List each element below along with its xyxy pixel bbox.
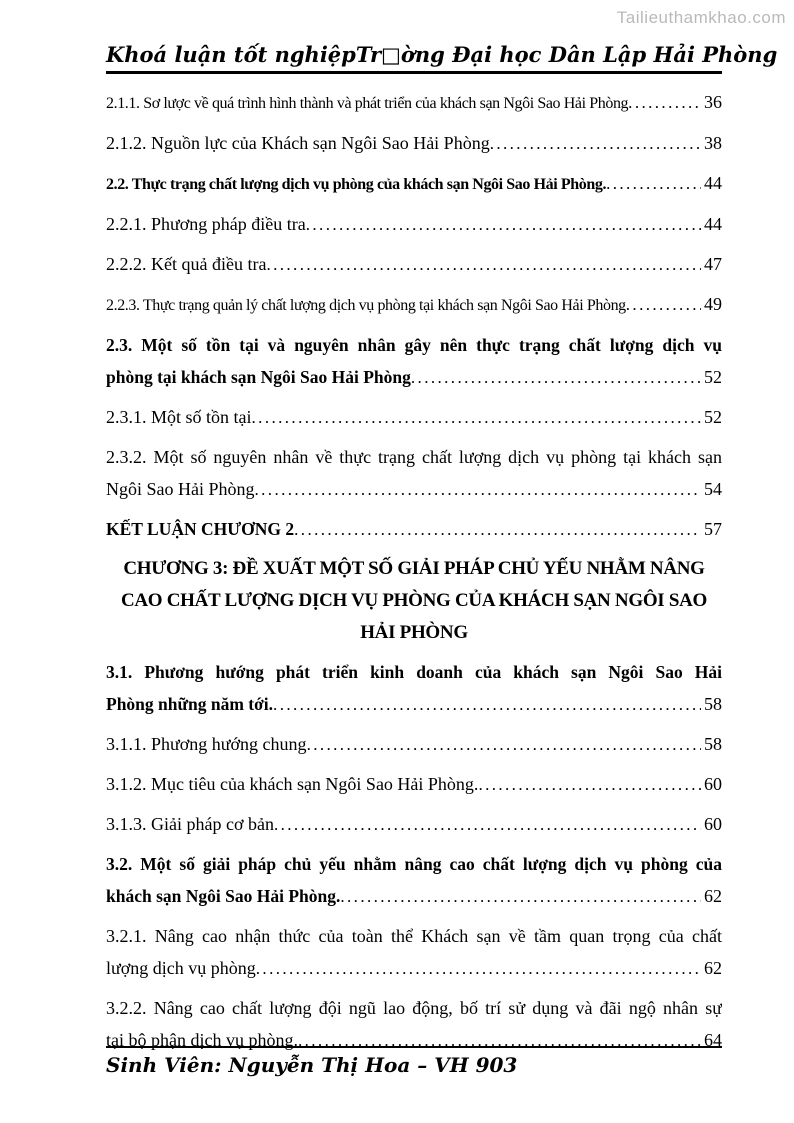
toc-entry-page: 62 bbox=[704, 958, 722, 978]
toc-entry-2-3 bbox=[106, 329, 722, 394]
toc-entry-text: 2.1.2. Nguồn lực của Khách sạn Ngôi Sao Hải Phòng bbox=[106, 133, 490, 153]
toc-entry-page: 44 bbox=[704, 173, 722, 193]
dot-leader bbox=[411, 361, 701, 394]
toc-entry-2-2-3 bbox=[106, 288, 722, 322]
dot-leader bbox=[306, 208, 701, 241]
toc-entry-2-3-1 bbox=[106, 401, 722, 434]
dot-leader bbox=[252, 401, 701, 434]
dot-leader bbox=[274, 808, 701, 841]
toc-entry-text: 2.1.1. Sơ lược về quá trình hình thành và phát triển của khách sạn Ngôi Sao Hải Phòng bbox=[106, 95, 629, 112]
toc-entry-page: 57 bbox=[704, 519, 722, 539]
toc-content bbox=[106, 86, 722, 1064]
header-right-title: Tr□ờng Đại học Dân Lập Hải Phòng bbox=[355, 42, 778, 67]
toc-entry-text: 2.2. Thực trạng chất lượng dịch vụ phòng của khách sạn Ngôi Sao Hải Phòng. bbox=[106, 176, 607, 193]
toc-entry-text: 2.2.2. Kết quả điều tra bbox=[106, 254, 267, 274]
toc-entry-page: 52 bbox=[704, 407, 722, 427]
toc-entry-2-2-1 bbox=[106, 208, 722, 241]
toc-entry-2-3-2 bbox=[106, 441, 722, 506]
toc-entry-text: phòng tại khách sạn Ngôi Sao Hải Phòng bbox=[106, 367, 411, 387]
chapter-heading-line: HẢI PHÒNG bbox=[360, 622, 468, 643]
header-left-title: Khoá luận tốt nghiệp bbox=[106, 42, 356, 67]
toc-entry-text: 3.1.2. Mục tiêu của khách sạn Ngôi Sao Hải Phòng. bbox=[106, 774, 479, 794]
toc-entry-text: khách sạn Ngôi Sao Hải Phòng. bbox=[106, 886, 341, 906]
dot-leader bbox=[606, 167, 701, 200]
toc-entry-page: 62 bbox=[704, 886, 722, 906]
toc-heading-chapter-3 bbox=[106, 553, 722, 649]
dot-leader bbox=[256, 952, 701, 985]
dot-leader bbox=[266, 248, 701, 281]
toc-entry-page: 38 bbox=[704, 133, 722, 153]
page-header bbox=[106, 42, 778, 74]
dot-leader bbox=[273, 688, 701, 721]
toc-entry-text: 2.3. Một số tồn tại và nguyên nhân gây nên thực trạng chất lượng dịch vụ bbox=[106, 335, 722, 355]
toc-entry-page: 54 bbox=[704, 479, 722, 499]
toc-entry-2-1-2 bbox=[106, 127, 722, 160]
toc-entry-ket-luan-chuong-2 bbox=[106, 513, 722, 546]
dot-leader bbox=[255, 473, 702, 506]
watermark: Tailieuthamkhao.com bbox=[616, 8, 786, 27]
toc-entry-text: 2.2.1. Phương pháp điều tra bbox=[106, 214, 306, 234]
toc-entry-text: tại bộ phận dịch vụ phòng. bbox=[106, 1030, 298, 1050]
toc-entry-text: 2.3.1. Một số tồn tại bbox=[106, 407, 252, 427]
toc-entry-page: 52 bbox=[704, 367, 722, 387]
dot-leader bbox=[628, 86, 701, 119]
toc-entry-text: 3.2. Một số giải pháp chủ yếu nhằm nâng cao chất lượng dịch vụ phòng của bbox=[106, 854, 722, 874]
toc-entry-text: Ngôi Sao Hải Phòng bbox=[106, 479, 255, 499]
dot-leader bbox=[478, 768, 701, 801]
toc-entry-3-1-3 bbox=[106, 808, 722, 841]
toc-entry-text: 3.2.1. Nâng cao nhận thức của toàn thể Khách sạn về tầm quan trọng của chất bbox=[106, 926, 722, 946]
toc-entry-page: 58 bbox=[704, 734, 722, 754]
toc-entry-page: 47 bbox=[704, 254, 722, 274]
toc-entry-2-2 bbox=[106, 167, 722, 201]
toc-entry-text: 2.3.2. Một số nguyên nhân về thực trạng chất lượng dịch vụ phòng tại khách sạn bbox=[106, 447, 722, 467]
dot-leader bbox=[294, 513, 701, 546]
toc-entry-page: 49 bbox=[704, 294, 722, 314]
dot-leader bbox=[626, 288, 701, 321]
toc-entry-text: lượng dịch vụ phòng bbox=[106, 958, 256, 978]
toc-entry-2-1-1 bbox=[106, 86, 722, 120]
toc-entry-page: 36 bbox=[704, 92, 722, 112]
toc-entry-text: 3.1.1. Phương hướng chung bbox=[106, 734, 307, 754]
toc-entry-text: KẾT LUẬN CHƯƠNG 2 bbox=[106, 519, 295, 539]
dot-leader bbox=[490, 127, 701, 160]
footer-author: Sinh Viên: Nguyễn Thị Hoa – VH 903 bbox=[106, 1053, 518, 1077]
toc-entry-3-2-1 bbox=[106, 920, 722, 985]
toc-entry-text: 2.2.3. Thực trạng quản lý chất lượng dịch vụ phòng tại khách sạn Ngôi Sao Hải Phòng bbox=[106, 297, 626, 314]
toc-entry-page: 60 bbox=[704, 774, 722, 794]
chapter-heading-line: CHƯƠNG 3: ĐỀ XUẤT MỘT SỐ GIẢI PHÁP CHỦ YẾU NHẰM NÂNG bbox=[123, 558, 705, 579]
toc-entry-3-2 bbox=[106, 848, 722, 913]
toc-entry-3-1-2 bbox=[106, 768, 722, 801]
toc-entry-page: 64 bbox=[704, 1030, 722, 1050]
toc-entry-2-2-2 bbox=[106, 248, 722, 281]
dot-leader bbox=[307, 728, 701, 761]
toc-entry-3-1-1 bbox=[106, 728, 722, 761]
toc-entry-text: 3.2.2. Nâng cao chất lượng đội ngũ lao động, bố trí sử dụng và đãi ngộ nhân sự bbox=[106, 998, 722, 1018]
chapter-heading-line: CAO CHẤT LƯỢNG DỊCH VỤ PHÒNG CỦA KHÁCH SẠN NGÔI SAO bbox=[120, 590, 708, 611]
toc-entry-page: 58 bbox=[704, 694, 722, 714]
toc-entry-page: 44 bbox=[704, 214, 722, 234]
dot-leader bbox=[340, 880, 701, 913]
toc-entry-3-1 bbox=[106, 656, 722, 721]
toc-entry-page: 60 bbox=[704, 814, 722, 834]
toc-entry-text: Phòng những năm tới. bbox=[106, 694, 274, 714]
page-footer bbox=[106, 1046, 722, 1077]
toc-entry-text: 3.1. Phương hướng phát triển kinh doanh của khách sạn Ngôi Sao Hải bbox=[106, 662, 722, 682]
toc-entry-text: 3.1.3. Giải pháp cơ bản bbox=[106, 814, 274, 834]
